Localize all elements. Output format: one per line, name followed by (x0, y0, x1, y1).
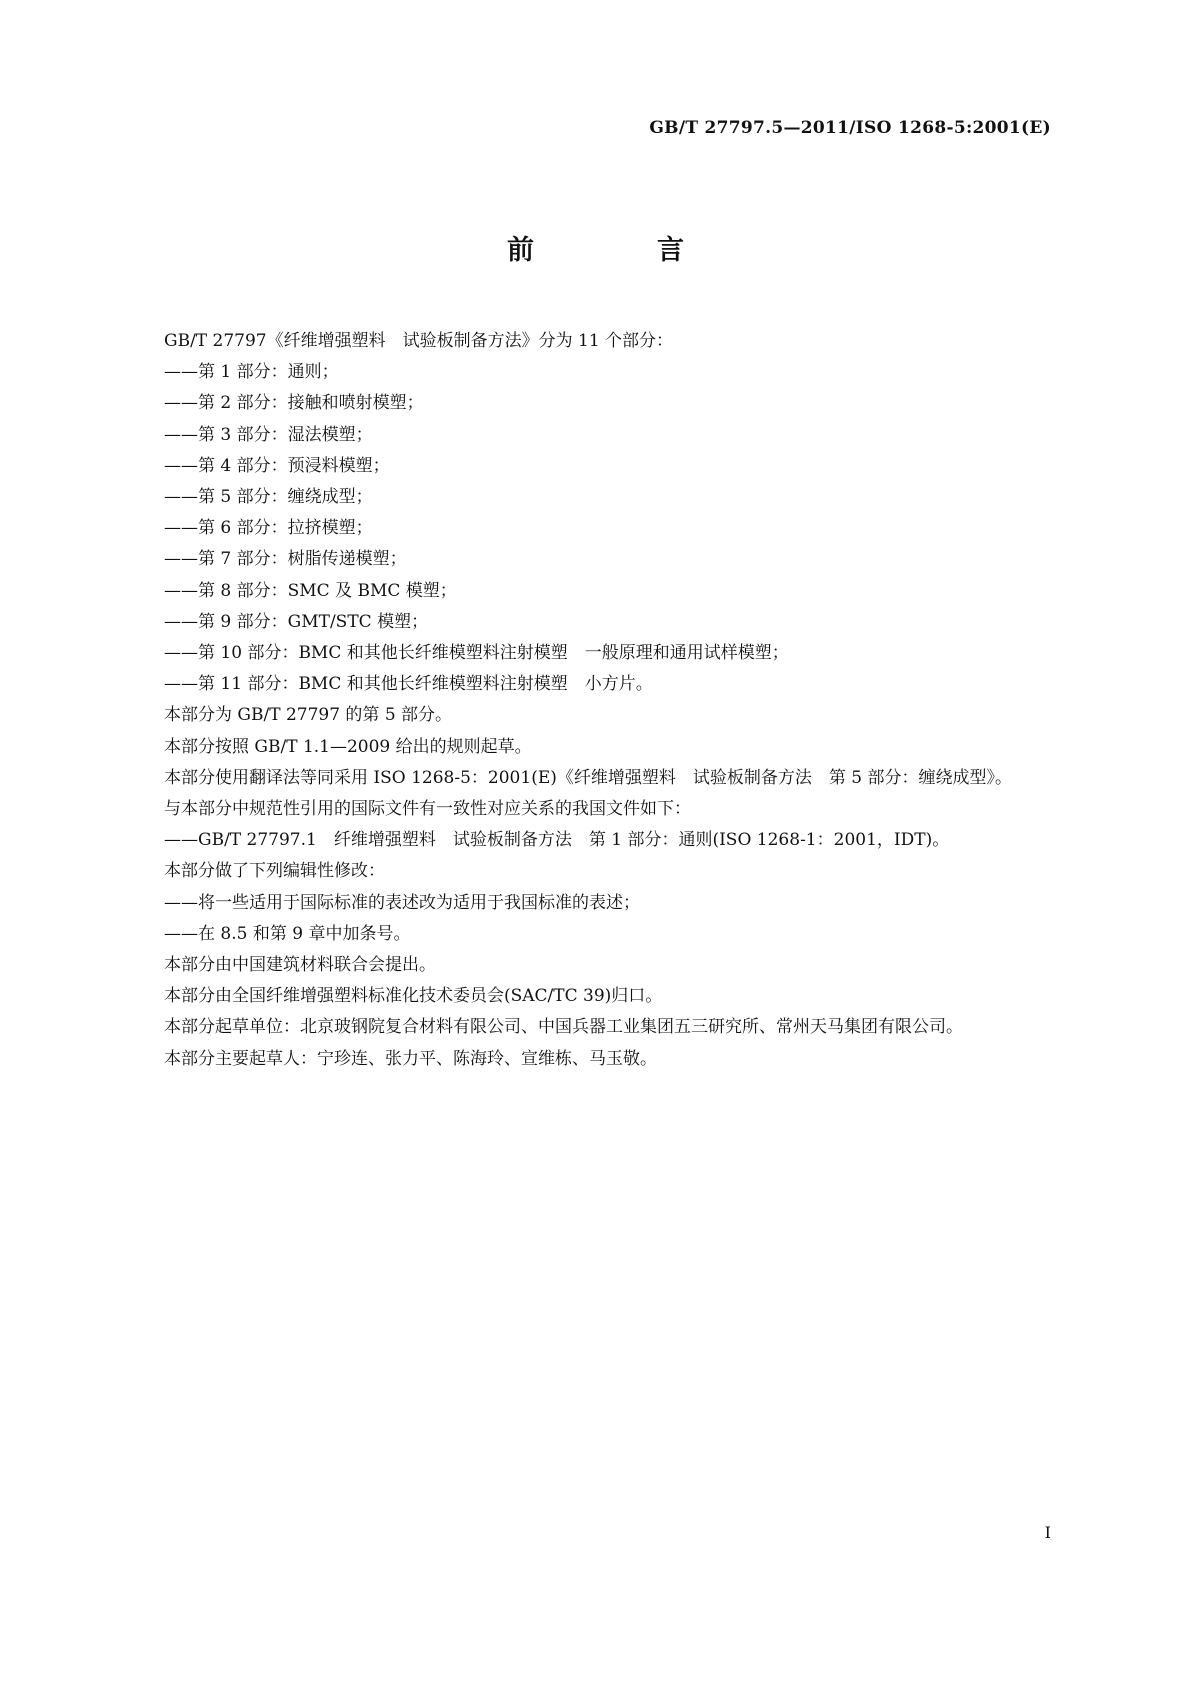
part-item-1: ——第 1 部分：通则； (164, 362, 339, 383)
part-item-4: ——第 4 部分：预浸料模塑； (164, 455, 390, 476)
drafting-rules: 本部分按照 GB/T 1.1—2009 给出的规则起草。 (164, 736, 532, 757)
part-item-9: ——第 9 部分：GMT/STC 模塑； (164, 611, 429, 632)
part-item-10: ——第 10 部分：BMC 和其他长纤维模塑料注射模塑 一般原理和通用试样模塑； (164, 643, 789, 664)
part-item-7: ——第 7 部分：树脂传递模塑； (164, 549, 407, 570)
page-number: I (1044, 1523, 1051, 1542)
part-item-6: ——第 6 部分：拉挤模塑； (164, 518, 373, 539)
standard-code-header: GB/T 27797.5—2011/ISO 1268-5:2001(E) (649, 118, 1051, 138)
part-item-11: ——第 11 部分：BMC 和其他长纤维模塑料注射模塑 小方片。 (164, 674, 653, 695)
parts-intro: GB/T 27797《纤维增强塑料 试验板制备方法》分为 11 个部分： (164, 331, 674, 351)
proposer-statement: 本部分由中国建筑材料联合会提出。 (164, 955, 436, 976)
adoption-statement: 本部分使用翻译法等同采用 ISO 1268-5：2001(E)《纤维增强塑料 试验板制备方法 第 5 部分：缠绕成型》。 (164, 767, 1012, 788)
foreword-body (125, 326, 1070, 1075)
modification-item-1: ——将一些适用于国际标准的表述改为适用于我国标准的表述； (164, 892, 640, 913)
correspondence-item: ——GB/T 27797.1 纤维增强塑料 试验板制备方法 第 1 部分：通则(ISO 1268-1：2001，IDT)。 (164, 830, 950, 851)
part-item-3: ——第 3 部分：湿法模塑； (164, 424, 373, 445)
part-item-8: ——第 8 部分：SMC 及 BMC 模塑； (164, 580, 457, 601)
correspondence-intro: 与本部分中规范性引用的国际文件有一致性对应关系的我国文件如下： (164, 799, 691, 820)
committee-statement: 本部分由全国纤维增强塑料标准化技术委员会(SAC/TC 39)归口。 (164, 986, 663, 1007)
modifications-intro: 本部分做了下列编辑性修改： (164, 861, 385, 882)
part-statement: 本部分为 GB/T 27797 的第 5 部分。 (164, 705, 453, 726)
drafters: 本部分主要起草人：宁珍连、张力平、陈海玲、宣维栋、马玉敬。 (164, 1048, 657, 1069)
drafting-units: 本部分起草单位：北京玻钢院复合材料有限公司、中国兵器工业集团五三研究所、常州天马集团有限公司。 (164, 1017, 963, 1038)
part-item-5: ——第 5 部分：缠绕成型； (164, 487, 373, 508)
page-title: 前 言 (507, 235, 732, 266)
part-item-2: ——第 2 部分：接触和喷射模塑； (164, 393, 424, 414)
modification-item-2: ——在 8.5 和第 9 章中加条号。 (164, 923, 411, 944)
